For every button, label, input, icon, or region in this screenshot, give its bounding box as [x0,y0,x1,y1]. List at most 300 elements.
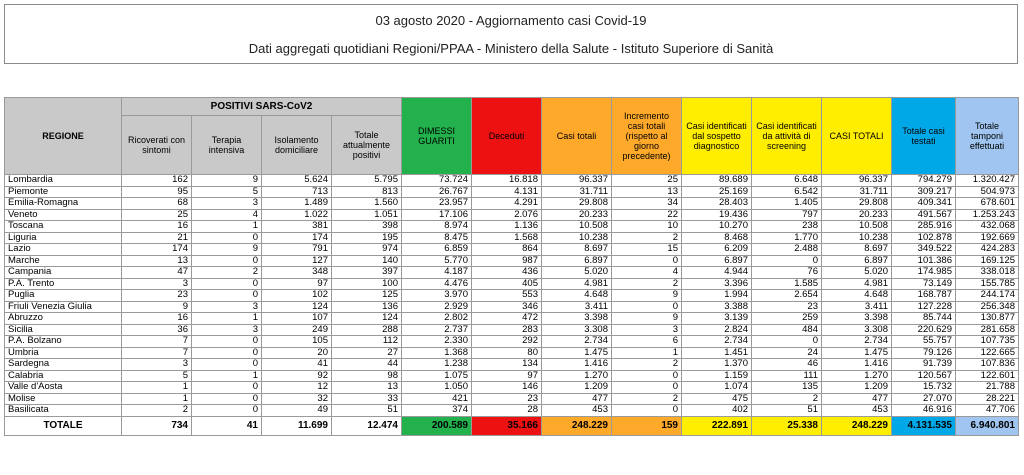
header-regione: REGIONE [5,98,122,175]
table-row [5,221,1019,233]
table-body [5,175,1019,436]
cell-isolamento: 20 [262,347,332,359]
cell-ricoverati: 7 [122,347,192,359]
cell-terapia: 2 [192,267,262,279]
cell-terapia: 0 [192,232,262,244]
cell-sospetto: 1.370 [682,359,752,371]
total-terapia: 41 [192,416,262,435]
cell-ricoverati: 16 [122,221,192,233]
cell-deceduti: 80 [472,347,542,359]
cell-incremento: 6 [612,336,682,348]
table-row [5,324,1019,336]
cell-screening: 51 [752,405,822,417]
cell-casi-totali-2: 10.508 [822,221,892,233]
cell-ricoverati: 5 [122,370,192,382]
cell-sospetto: 2.824 [682,324,752,336]
cell-tamponi: 122.665 [956,347,1019,359]
table-row [5,244,1019,256]
cell-regione: Campania [5,267,122,279]
cell-isolamento: 12 [262,382,332,394]
cell-isolamento: 124 [262,301,332,313]
total-totale-positivi: 12.474 [332,416,402,435]
cell-tamponi: 504.973 [956,186,1019,198]
cell-dimessi: 6.859 [402,244,472,256]
cell-tamponi: 155.785 [956,278,1019,290]
cell-casi-totali-2: 20.233 [822,209,892,221]
cell-regione: Abruzzo [5,313,122,325]
cell-casi-testati: 309.217 [892,186,956,198]
cell-deceduti: 405 [472,278,542,290]
cell-incremento: 25 [612,175,682,187]
cell-casi-totali: 29.808 [542,198,612,210]
cell-casi-totali: 2.734 [542,336,612,348]
table-row [5,359,1019,371]
table-row [5,267,1019,279]
cell-totale-positivi: 100 [332,278,402,290]
cell-totale-positivi: 13 [332,382,402,394]
table-row [5,382,1019,394]
total-ricoverati: 734 [122,416,192,435]
cell-deceduti: 146 [472,382,542,394]
cell-incremento: 22 [612,209,682,221]
header-tamponi: Totale tamponi effettuati [956,98,1019,175]
total-isolamento: 11.699 [262,416,332,435]
cell-screening: 76 [752,267,822,279]
cell-tamponi: 107.836 [956,359,1019,371]
header-incremento: Incremento casi totali (rispetto al giorno precedente) [612,98,682,175]
cell-ricoverati: 95 [122,186,192,198]
cell-sospetto: 19.436 [682,209,752,221]
cell-regione: Valle d'Aosta [5,382,122,394]
cell-deceduti: 292 [472,336,542,348]
cell-incremento: 0 [612,255,682,267]
cell-dimessi: 4.187 [402,267,472,279]
cell-casi-totali: 20.233 [542,209,612,221]
cell-totale-positivi: 398 [332,221,402,233]
cell-casi-testati: 55.757 [892,336,956,348]
cell-deceduti: 1.136 [472,221,542,233]
cell-tamponi: 281.658 [956,324,1019,336]
cell-dimessi: 1.050 [402,382,472,394]
cell-casi-testati: 91.739 [892,359,956,371]
cell-incremento: 4 [612,267,682,279]
table-row [5,290,1019,302]
table-row [5,393,1019,405]
cell-deceduti: 97 [472,370,542,382]
cell-screening: 23 [752,301,822,313]
cell-dimessi: 8.475 [402,232,472,244]
cell-casi-totali-2: 5.020 [822,267,892,279]
header-deceduti: Deceduti [472,98,542,175]
cell-regione: Toscana [5,221,122,233]
cell-casi-totali-2: 1.209 [822,382,892,394]
cell-regione: Liguria [5,232,122,244]
header-casi-testati: Totale casi testati [892,98,956,175]
cell-ricoverati: 1 [122,393,192,405]
cell-dimessi: 8.974 [402,221,472,233]
cell-deceduti: 283 [472,324,542,336]
cell-incremento: 3 [612,324,682,336]
cell-ricoverati: 21 [122,232,192,244]
cell-screening: 135 [752,382,822,394]
header-terapia: Terapia intensiva [192,116,262,175]
cell-totale-positivi: 27 [332,347,402,359]
cell-casi-totali: 31.711 [542,186,612,198]
cell-tamponi: 1.320.427 [956,175,1019,187]
cell-ricoverati: 68 [122,198,192,210]
cell-casi-totali-2: 1.475 [822,347,892,359]
header-sospetto: Casi identificati dal sospetto diagnostico [682,98,752,175]
cell-casi-testati: 349.522 [892,244,956,256]
cell-screening: 2.488 [752,244,822,256]
cell-screening: 6.648 [752,175,822,187]
cell-sospetto: 6.897 [682,255,752,267]
cell-sospetto: 89.689 [682,175,752,187]
cell-incremento: 15 [612,244,682,256]
cell-dimessi: 2.929 [402,301,472,313]
cell-terapia: 0 [192,255,262,267]
cell-casi-testati: 27.070 [892,393,956,405]
cell-deceduti: 2.076 [472,209,542,221]
cell-screening: 1.770 [752,232,822,244]
cell-casi-testati: 220.629 [892,324,956,336]
cell-screening: 1.585 [752,278,822,290]
cell-ricoverati: 9 [122,301,192,313]
cell-sospetto: 25.169 [682,186,752,198]
cell-screening: 2.654 [752,290,822,302]
cell-sospetto: 3.396 [682,278,752,290]
cell-screening: 111 [752,370,822,382]
cell-tamponi: 678.601 [956,198,1019,210]
cell-isolamento: 348 [262,267,332,279]
cell-ricoverati: 7 [122,336,192,348]
cell-casi-totali: 10.238 [542,232,612,244]
cell-isolamento: 5.624 [262,175,332,187]
cell-sospetto: 3.388 [682,301,752,313]
cell-casi-testati: 409.341 [892,198,956,210]
table-row [5,209,1019,221]
table-row [5,370,1019,382]
cell-casi-totali: 4.981 [542,278,612,290]
cell-casi-testati: 491.567 [892,209,956,221]
table-row [5,186,1019,198]
cell-casi-totali: 4.648 [542,290,612,302]
cell-sospetto: 1.994 [682,290,752,302]
cell-casi-totali-2: 29.808 [822,198,892,210]
cell-deceduti: 346 [472,301,542,313]
cell-terapia: 1 [192,313,262,325]
cell-screening: 0 [752,255,822,267]
cell-totale-positivi: 124 [332,313,402,325]
cell-sospetto: 402 [682,405,752,417]
cell-incremento: 10 [612,221,682,233]
cell-ricoverati: 36 [122,324,192,336]
cell-casi-totali: 477 [542,393,612,405]
total-incremento: 159 [612,416,682,435]
cell-casi-totali: 10.508 [542,221,612,233]
cell-totale-positivi: 974 [332,244,402,256]
cell-casi-totali: 3.398 [542,313,612,325]
cell-casi-testati: 794.279 [892,175,956,187]
total-screening: 25.338 [752,416,822,435]
cell-screening: 6.542 [752,186,822,198]
total-tamponi: 6.940.801 [956,416,1019,435]
cell-dimessi: 73.724 [402,175,472,187]
cell-isolamento: 174 [262,232,332,244]
cell-incremento: 0 [612,301,682,313]
cell-casi-totali: 96.337 [542,175,612,187]
cell-sospetto: 1.074 [682,382,752,394]
cell-terapia: 0 [192,347,262,359]
cell-screening: 238 [752,221,822,233]
cell-screening: 46 [752,359,822,371]
cell-tamponi: 192.669 [956,232,1019,244]
table-row [5,313,1019,325]
cell-casi-totali: 1.475 [542,347,612,359]
cell-regione: Piemonte [5,186,122,198]
cell-isolamento: 381 [262,221,332,233]
cell-totale-positivi: 140 [332,255,402,267]
cell-casi-totali: 1.270 [542,370,612,382]
cell-tamponi: 107.735 [956,336,1019,348]
cell-casi-testati: 85.744 [892,313,956,325]
cell-tamponi: 338.018 [956,267,1019,279]
cell-totale-positivi: 1.560 [332,198,402,210]
cell-tamponi: 244.174 [956,290,1019,302]
cell-dimessi: 421 [402,393,472,405]
cell-casi-totali-2: 3.308 [822,324,892,336]
covid-cases-table [4,97,1019,436]
cell-regione: Lazio [5,244,122,256]
cell-terapia: 4 [192,209,262,221]
cell-isolamento: 49 [262,405,332,417]
cell-casi-testati: 46.916 [892,405,956,417]
cell-terapia: 3 [192,198,262,210]
cell-regione: P.A. Trento [5,278,122,290]
cell-incremento: 0 [612,370,682,382]
cell-totale-positivi: 136 [332,301,402,313]
cell-regione: Sardegna [5,359,122,371]
cell-ricoverati: 47 [122,267,192,279]
header-screening: Casi identificati da attività di screening [752,98,822,175]
cell-dimessi: 1.075 [402,370,472,382]
cell-incremento: 0 [612,405,682,417]
cell-dimessi: 4.476 [402,278,472,290]
cell-terapia: 0 [192,405,262,417]
cell-sospetto: 8.468 [682,232,752,244]
cell-dimessi: 2.330 [402,336,472,348]
cell-tamponi: 122.601 [956,370,1019,382]
cell-regione: Veneto [5,209,122,221]
cell-terapia: 0 [192,336,262,348]
cell-isolamento: 97 [262,278,332,290]
cell-tamponi: 47.706 [956,405,1019,417]
cell-isolamento: 92 [262,370,332,382]
cell-casi-testati: 127.228 [892,301,956,313]
cell-casi-totali: 3.411 [542,301,612,313]
cell-isolamento: 249 [262,324,332,336]
cell-incremento: 2 [612,278,682,290]
cell-totale-positivi: 813 [332,186,402,198]
cell-terapia: 3 [192,301,262,313]
cell-totale-positivi: 5.795 [332,175,402,187]
cell-tamponi: 21.788 [956,382,1019,394]
cell-incremento: 34 [612,198,682,210]
cell-ricoverati: 2 [122,405,192,417]
cell-screening: 0 [752,336,822,348]
cell-casi-totali-2: 31.711 [822,186,892,198]
cell-incremento: 2 [612,393,682,405]
cell-totale-positivi: 44 [332,359,402,371]
header-isolamento: Isolamento domiciliare [262,116,332,175]
cell-totale-positivi: 397 [332,267,402,279]
cell-regione: Calabria [5,370,122,382]
cell-screening: 484 [752,324,822,336]
cell-casi-totali: 453 [542,405,612,417]
cell-casi-totali-2: 8.697 [822,244,892,256]
cell-regione: Sicilia [5,324,122,336]
cell-casi-testati: 120.567 [892,370,956,382]
cell-ricoverati: 25 [122,209,192,221]
cell-tamponi: 256.348 [956,301,1019,313]
cell-deceduti: 23 [472,393,542,405]
cell-sospetto: 4.944 [682,267,752,279]
cell-deceduti: 553 [472,290,542,302]
cell-totale-positivi: 195 [332,232,402,244]
cell-sospetto: 2.734 [682,336,752,348]
cell-terapia: 0 [192,278,262,290]
table-row [5,301,1019,313]
cell-sospetto: 28.403 [682,198,752,210]
cell-incremento: 0 [612,382,682,394]
cell-ricoverati: 162 [122,175,192,187]
cell-casi-totali-2: 6.897 [822,255,892,267]
cell-ricoverati: 3 [122,359,192,371]
total-casi-testati: 4.131.535 [892,416,956,435]
cell-casi-totali-2: 477 [822,393,892,405]
cell-sospetto: 6.209 [682,244,752,256]
cell-totale-positivi: 51 [332,405,402,417]
cell-dimessi: 374 [402,405,472,417]
report-subtitle: Dati aggregati quotidiani Regioni/PPAA - Ministero della Salute - Istituto Superiore di Sanità [248,41,774,56]
cell-dimessi: 5.770 [402,255,472,267]
cell-isolamento: 105 [262,336,332,348]
cell-isolamento: 791 [262,244,332,256]
cell-sospetto: 3.139 [682,313,752,325]
cell-screening: 1.405 [752,198,822,210]
cell-terapia: 0 [192,393,262,405]
cell-terapia: 1 [192,221,262,233]
cell-deceduti: 436 [472,267,542,279]
table-row [5,198,1019,210]
cell-casi-testati: 174.985 [892,267,956,279]
cell-casi-totali: 3.308 [542,324,612,336]
cell-sospetto: 1.451 [682,347,752,359]
cell-casi-testati: 102.878 [892,232,956,244]
header-ricoverati: Ricoverati con sintomi [122,116,192,175]
cell-isolamento: 127 [262,255,332,267]
cell-deceduti: 1.568 [472,232,542,244]
cell-dimessi: 1.368 [402,347,472,359]
table-row [5,347,1019,359]
cell-dimessi: 23.957 [402,198,472,210]
cell-regione: P.A. Bolzano [5,336,122,348]
cell-casi-totali-2: 2.734 [822,336,892,348]
total-dimessi: 200.589 [402,416,472,435]
cell-tamponi: 130.877 [956,313,1019,325]
cell-regione: Basilicata [5,405,122,417]
cell-totale-positivi: 1.051 [332,209,402,221]
table-row [5,232,1019,244]
cell-terapia: 1 [192,370,262,382]
cell-deceduti: 987 [472,255,542,267]
header-positivi-group: POSITIVI SARS-CoV2 [122,98,402,116]
cell-isolamento: 107 [262,313,332,325]
cell-dimessi: 17.106 [402,209,472,221]
cell-incremento: 13 [612,186,682,198]
cell-screening: 2 [752,393,822,405]
cell-screening: 797 [752,209,822,221]
cell-regione: Puglia [5,290,122,302]
cell-casi-testati: 79.126 [892,347,956,359]
cell-casi-testati: 15.732 [892,382,956,394]
report-title-box [4,4,1018,64]
cell-screening: 24 [752,347,822,359]
table-row [5,255,1019,267]
cell-dimessi: 2.802 [402,313,472,325]
cell-isolamento: 102 [262,290,332,302]
cell-regione: Marche [5,255,122,267]
cell-dimessi: 2.737 [402,324,472,336]
cell-tamponi: 424.283 [956,244,1019,256]
total-casi-totali-2: 248.229 [822,416,892,435]
cell-regione: Lombardia [5,175,122,187]
cell-ricoverati: 1 [122,382,192,394]
cell-casi-totali-2: 3.411 [822,301,892,313]
report-title: 03 agosto 2020 - Aggiornamento casi Covid-19 [375,13,647,28]
cell-sospetto: 1.159 [682,370,752,382]
cell-deceduti: 472 [472,313,542,325]
cell-casi-testati: 101.386 [892,255,956,267]
cell-casi-totali: 1.209 [542,382,612,394]
cell-deceduti: 28 [472,405,542,417]
cell-incremento: 9 [612,313,682,325]
cell-incremento: 2 [612,359,682,371]
total-casi-totali: 248.229 [542,416,612,435]
total-deceduti: 35.166 [472,416,542,435]
header-casi-totali-2: CASI TOTALI [822,98,892,175]
cell-deceduti: 16.818 [472,175,542,187]
cell-ricoverati: 3 [122,278,192,290]
cell-casi-totali: 6.897 [542,255,612,267]
cell-tamponi: 1.253.243 [956,209,1019,221]
cell-incremento: 2 [612,232,682,244]
cell-dimessi: 26.767 [402,186,472,198]
cell-terapia: 0 [192,290,262,302]
table-row [5,336,1019,348]
cell-isolamento: 1.022 [262,209,332,221]
cell-casi-totali: 8.697 [542,244,612,256]
cell-casi-totali-2: 1.270 [822,370,892,382]
cell-isolamento: 1.489 [262,198,332,210]
total-sospetto: 222.891 [682,416,752,435]
table-row [5,175,1019,187]
cell-casi-totali-2: 10.238 [822,232,892,244]
cell-tamponi: 169.125 [956,255,1019,267]
cell-ricoverati: 13 [122,255,192,267]
cell-regione: Friuli Venezia Giulia [5,301,122,313]
cell-totale-positivi: 125 [332,290,402,302]
